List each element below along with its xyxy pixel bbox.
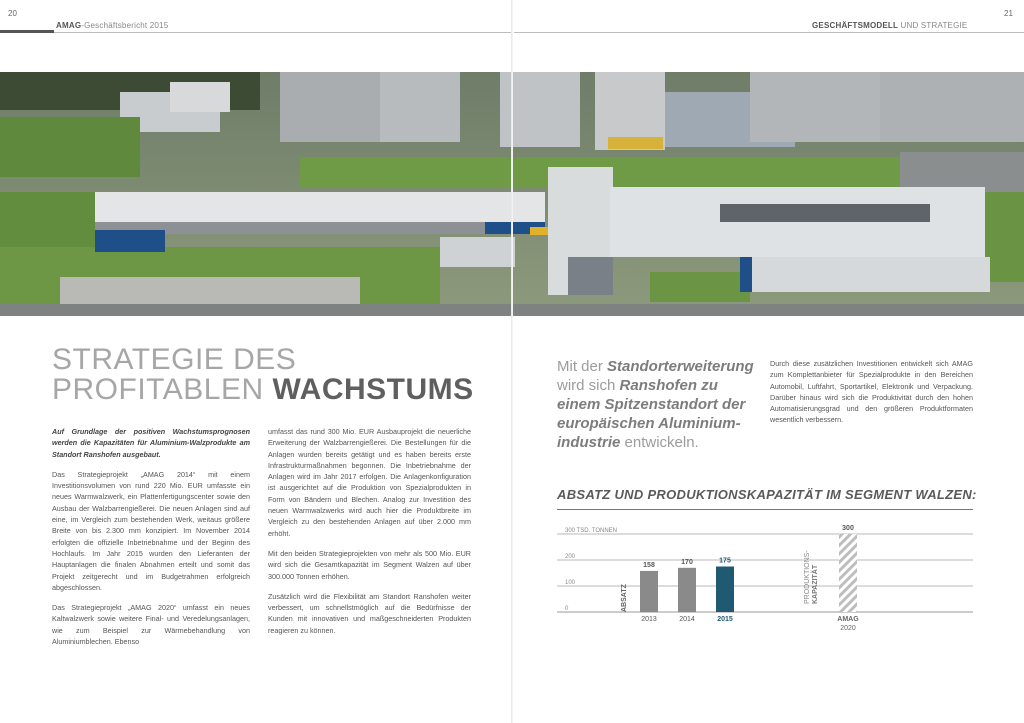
- x-tick-label: 2014: [679, 616, 695, 623]
- col2-paragraph-1: umfasst das rund 300 Mio. EUR Ausbauprojekt die neuerliche Erweiterung der Walzbarrengießerei. Die Bestellungen für die Anlagen wurden bereits getätigt und es haben bereits erste Infrastrukturmaßnahmen begonnen. Die Inbetriebnahme der Anlagen wird im Jahr 2017 erfolgen. Die Anlagenkonfiguration ist ausgerichtet auf die Produktion von Spezialprodukten in Form von Bändern und Blechen. Analog zur Investition des neuen Warmwalzwerks wird auch hier die Produktbreite im Vergleich zu den bestehenden Anlagen auf über 2.000 mm erhöht.: [268, 427, 471, 538]
- text-column-4: [770, 358, 973, 435]
- intro-paragraph: Auf Grundlage der positiven Wachstumsprognosen werden die Kapazitäten für Aluminium-Walzprodukte am Standort Ranshofen ausgebaut.: [52, 427, 250, 459]
- right-header-bold: GESCHÄFTSMODELL: [812, 21, 899, 30]
- sales-capacity-chart: [557, 520, 973, 640]
- bar-value-label: 300: [842, 525, 854, 532]
- right-page-number: 21: [1004, 9, 1013, 18]
- y-tick-label: 0: [565, 606, 569, 612]
- page-headline: [52, 345, 474, 405]
- headline-bold: WACHSTUMS: [272, 373, 474, 406]
- chart-bars: [640, 534, 857, 612]
- col1-paragraph-1: Das Strategieprojekt „AMAG 2014“ mit einem Investitionsvolumen von rund 220 Mio. EUR umfasste ein neues Warmwalzwerk, ein Plattenfertigungscenter sowie den Ausbau der Walzbarrengießerei. Die neuen Anlagen sind auf eine, im Vergleich zum bestehenden Werk, weitaus größere Breite von bis 2.300 mm konzipiert. Im November 2014 erfolgten die offizielle Inbetriebnahme und der Beginn des Hochlaufs. Im Jahr 2015 wurden den Lieferanten der Hauptanlagen die finalen Abnahmen erteilt und somit das Projekt zeitgerecht und im Budgetrahmen erfolgreich abgeschlossen.: [52, 469, 250, 592]
- col2-paragraph-2: Mit den beiden Strategieprojekten von mehr als 500 Mio. EUR wird sich die Gesamtkapazität im Segment Walzen auf über 300.000 Tonnen erhöhen.: [268, 548, 471, 581]
- left-header-accent: [0, 30, 54, 33]
- col2-paragraph-3: Zusätzlich wird die Flexibilität am Standort Ranshofen weiter verbessert, um schnellstmöglich auf die Bedürfnisse der Kunden mit innovativen und maßgeschneiderten Produkten reagieren zu können.: [268, 591, 471, 635]
- bar-absatz-2014: [678, 568, 696, 612]
- left-header-bold: AMAG: [56, 21, 82, 30]
- bar-value-label: 170: [681, 558, 693, 566]
- series-label-capacity-2: KAPAZITÄT: [812, 564, 819, 604]
- quote-part-3: wird sich: [557, 377, 616, 394]
- y-tick-label: 200: [565, 554, 576, 560]
- left-header-rule: [0, 32, 511, 33]
- chart-title: ABSATZ UND PRODUKTIONSKAPAZITÄT IM SEGMENT WALZEN:: [557, 487, 977, 502]
- bar-capacity-amag-2020: [839, 534, 857, 612]
- x-tick-label: 2015: [717, 616, 733, 623]
- headline-line-2: [52, 375, 474, 405]
- series-label-absatz: ABSATZ: [621, 584, 628, 612]
- left-page-number: 20: [8, 9, 17, 18]
- page-gutter: [511, 0, 513, 723]
- right-header-rest: UND STRATEGIE: [900, 21, 968, 30]
- bar-absatz-2015: [716, 567, 734, 613]
- x-tick-label: 2020: [840, 625, 856, 632]
- x-tick-label: AMAG: [837, 616, 859, 623]
- y-tick-label: 100: [565, 580, 576, 586]
- right-header-rule: [514, 32, 1024, 33]
- chart-title-rule: [557, 509, 973, 510]
- y-unit-label: 300 TSD. TONNEN: [565, 528, 618, 534]
- left-header-rest: -Geschäftsbericht 2015: [81, 21, 169, 30]
- headline-light: PROFITABLEN: [52, 373, 264, 406]
- quote-part-5: entwickeln.: [624, 434, 699, 451]
- x-tick-label: 2013: [641, 616, 657, 623]
- series-label-capacity-1: PRODUKTIONS-: [804, 550, 811, 604]
- quote-part-1: Mit der: [557, 358, 603, 375]
- pull-quote: [557, 357, 757, 452]
- quote-part-2: Standorterweiterung: [607, 358, 754, 375]
- col4-paragraph-1: Durch diese zusätzlichen Investitionen entwickelt sich AMAG zum Komplettanbieter für Spezialprodukte in den Bereichen Automobil, Luftfahrt, Sportartikel, Elektronik und Verpackung. Darüber hinaus wird sich die Produktivität durch den hohen Automatisierungsgrad und den größeren Produktformaten wesentlich verbessern.: [770, 359, 973, 425]
- quote-part-4: Ranshofen zu einem Spitzenstandort der europäischen Aluminium-industrie: [557, 377, 746, 451]
- text-column-2: [268, 426, 471, 645]
- left-running-header: [56, 21, 168, 30]
- headline-line-1: STRATEGIE DES: [52, 343, 297, 376]
- right-running-header: [812, 21, 967, 30]
- bar-value-label: 175: [719, 557, 731, 565]
- col1-paragraph-2: Das Strategieprojekt „AMAG 2020“ umfasst ein neues Kaltwalzwerk sowie weitere Final- und Veredelungsanlagen, wie zum Beispiel zur Wärmebehandlung von Aluminiumblechen. Ebenso: [52, 603, 250, 647]
- bar-absatz-2013: [640, 571, 658, 612]
- chart-labels: [565, 525, 859, 632]
- bar-value-label: 158: [643, 561, 655, 569]
- text-column-1: [52, 426, 250, 656]
- chart-grid: [557, 534, 973, 612]
